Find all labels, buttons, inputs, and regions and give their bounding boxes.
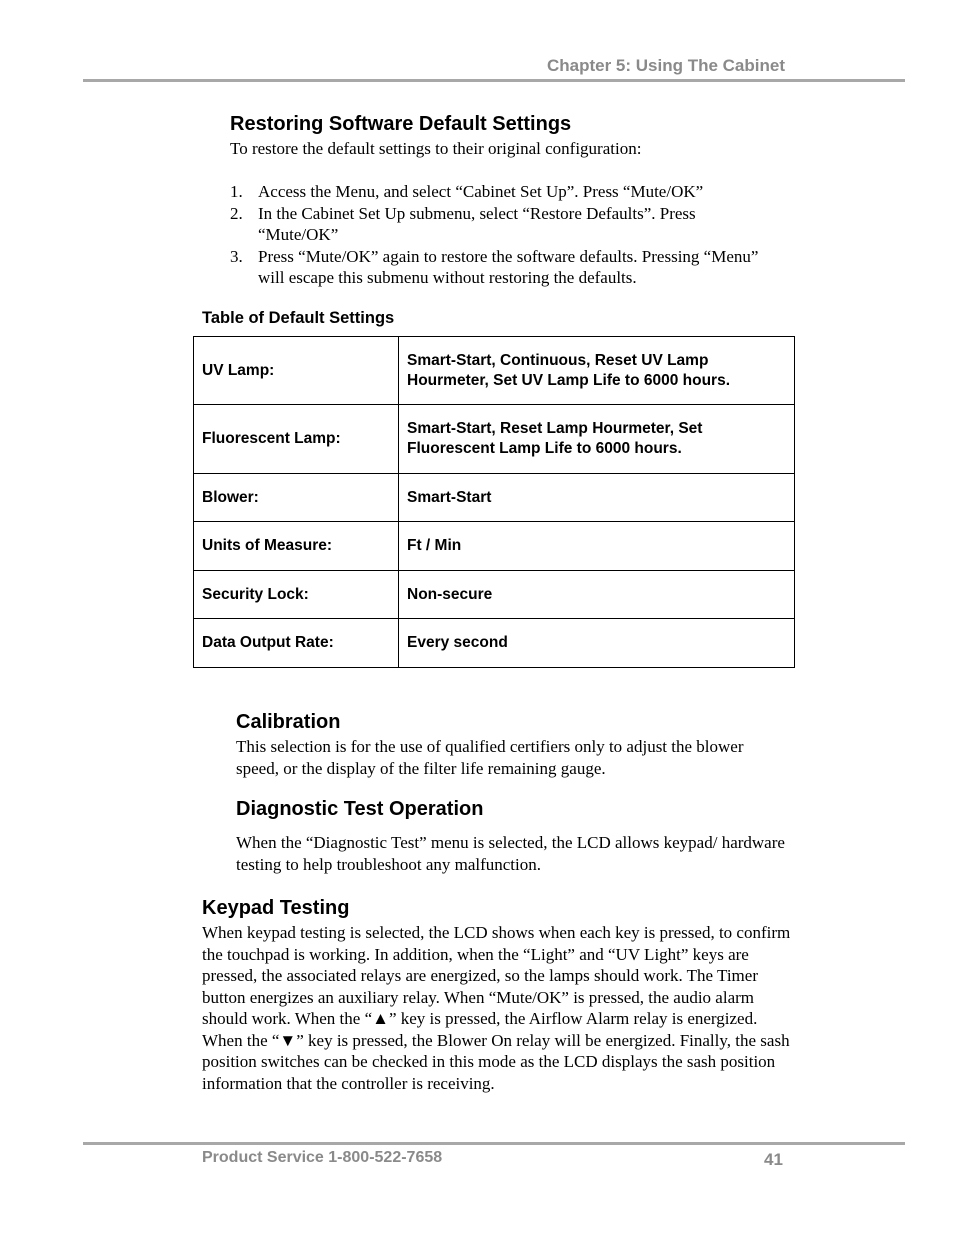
table-row: [194, 337, 795, 405]
setting-value: Smart-Start: [399, 474, 795, 522]
restore-heading: Restoring Software Default Settings: [230, 113, 572, 135]
restore-step: 3. Press “Mute/OK” again to restore the software defaults. Pressing “Menu” will escape this submenu without restoring the defaults.: [230, 246, 759, 287]
setting-value: Smart-Start, Reset Lamp Hourmeter, Set Fluorescent Lamp Life to 6000 hours.: [399, 405, 795, 474]
footer-rule: [83, 1142, 905, 1145]
keypad-heading: Keypad Testing: [202, 897, 350, 919]
table-row: [194, 405, 795, 474]
setting-name: Data Output Rate:: [194, 619, 399, 668]
setting-value: Ft / Min: [399, 522, 795, 571]
setting-name: Fluorescent Lamp:: [194, 405, 399, 474]
table-row: [194, 522, 795, 571]
diagnostic-text: When the “Diagnostic Test” menu is selected, the LCD allows keypad/ hardware testing to help troubleshoot any malfunction.: [236, 833, 785, 874]
table-caption: Table of Default Settings: [202, 309, 395, 327]
setting-name: Units of Measure:: [194, 522, 399, 571]
diagnostic-heading: Diagnostic Test Operation: [236, 798, 484, 820]
chapter-header: Chapter 5: Using The Cabinet: [546, 56, 785, 75]
setting-name: Blower:: [194, 474, 399, 522]
setting-value: Smart-Start, Continuous, Reset UV Lamp Hourmeter, Set UV Lamp Life to 6000 hours.: [399, 337, 795, 405]
header-rule: [83, 79, 905, 82]
restore-steps: [230, 181, 775, 289]
calibration-heading: Calibration: [236, 711, 341, 733]
setting-value: Every second: [399, 619, 795, 668]
page-number: 41: [764, 1150, 783, 1169]
calibration-text: This selection is for the use of qualified certifiers only to adjust the blower speed, or the display of the filter life remaining gauge.: [236, 737, 744, 778]
setting-name: Security Lock:: [194, 571, 399, 619]
defaults-table: [193, 336, 795, 668]
keypad-text: When keypad testing is selected, the LCD shows when each key is pressed, to confirm the touchpad is working. In addition, when the “Light” and “UV Light” keys are pressed, the associated relays are energized, so the lamps should work. The Timer button energizes an auxiliary relay. When “Mute/OK” is pressed, the audio alarm should work. When the “▲” key is pressed, the Airflow Alarm relay is energized. When the “▼” key is pressed, the Blower On relay will be energized. Finally, the sash position switches can be checked in this mode as the LCD displays the sash position information that the controller is receiving.: [202, 923, 791, 1093]
restore-step: 1. Access the Menu, and select “Cabinet Set Up”. Press “Mute/OK”: [230, 182, 704, 201]
setting-value: Non-secure: [399, 571, 795, 619]
restore-step: 2. In the Cabinet Set Up submenu, select “Restore Defaults”. Press “Mute/OK”: [230, 203, 696, 244]
product-service-line: Product Service 1-800-522-7658: [202, 1149, 443, 1166]
restore-intro: To restore the default settings to their original configuration:: [230, 139, 642, 158]
table-row: [194, 571, 795, 619]
setting-name: UV Lamp:: [194, 337, 399, 405]
table-row: [194, 474, 795, 522]
table-row: [194, 619, 795, 668]
